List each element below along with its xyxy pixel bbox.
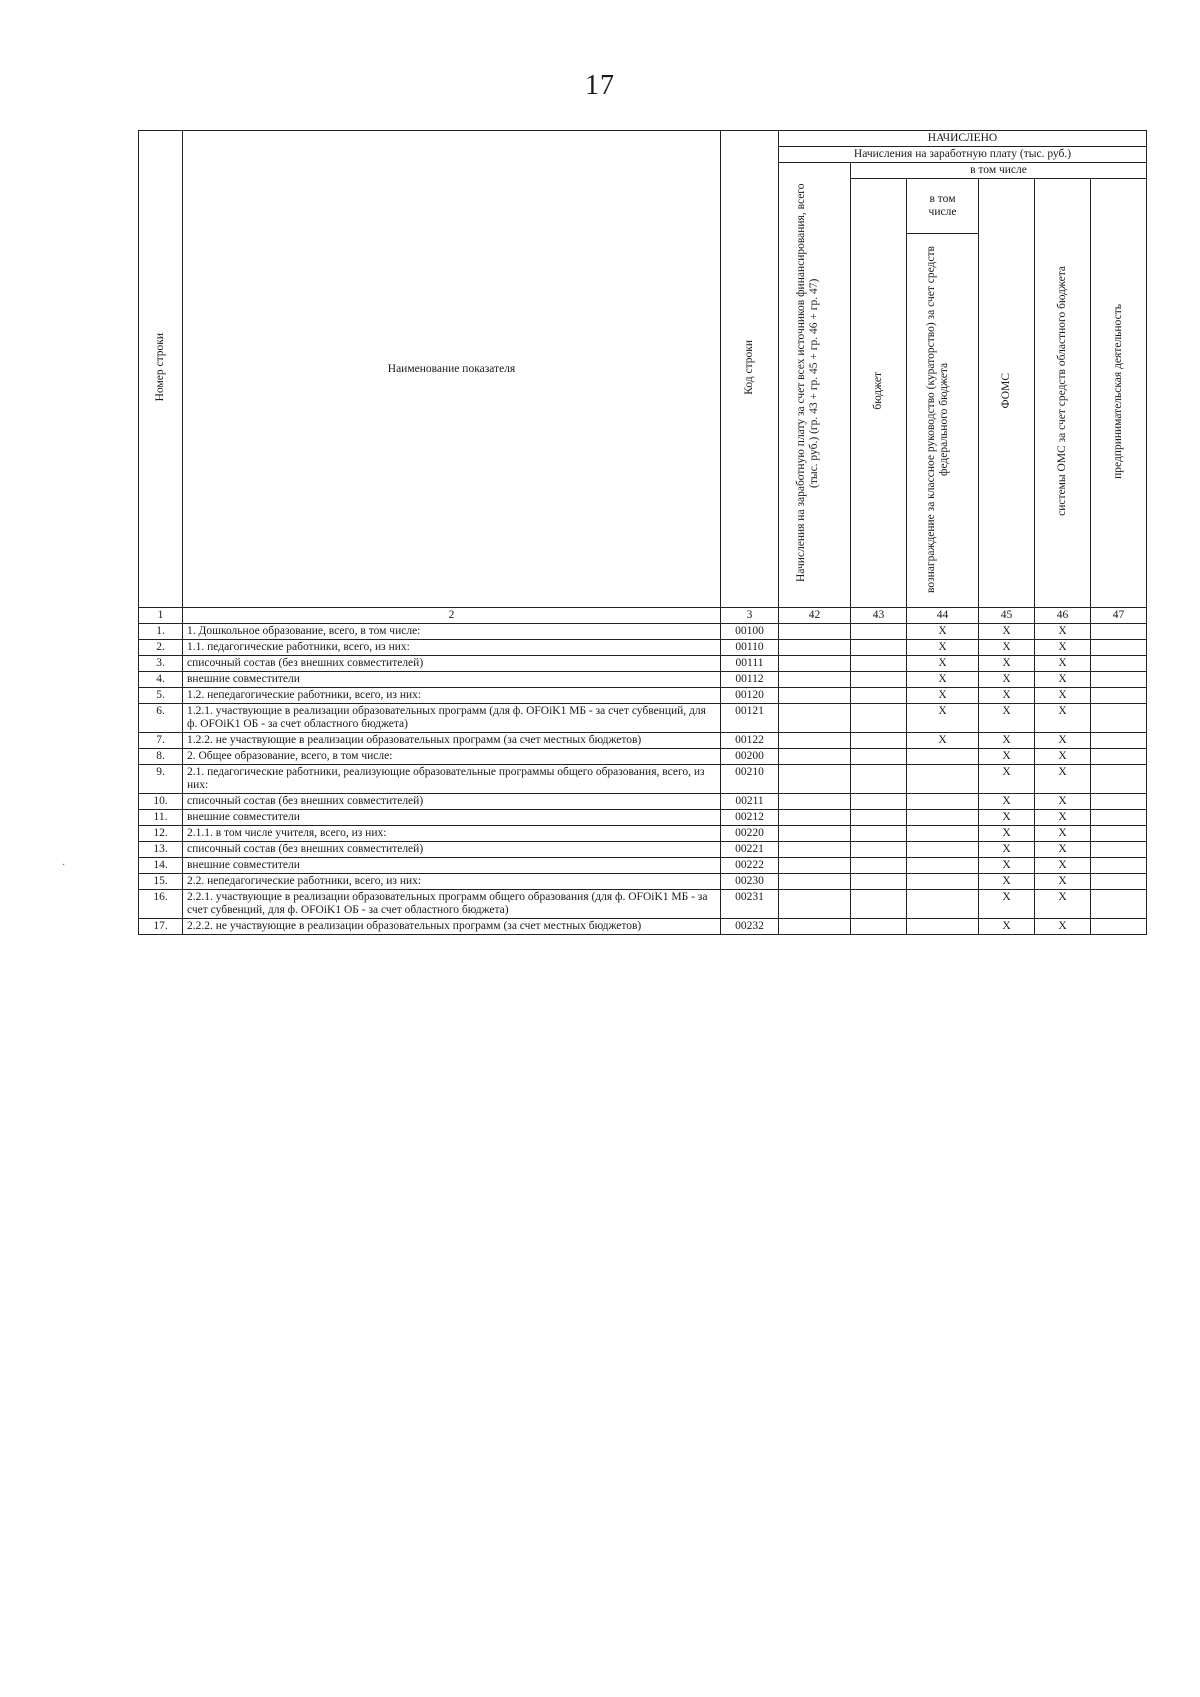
col-43-cell (851, 672, 907, 688)
indicator-name-cell: 1.2.1. участвующие в реализации образовательных программ (для ф. OFOiK1 МБ - за счет субвенций, для ф. OFOiK1 ОБ - за счет областного бюджета) (183, 704, 721, 733)
header-including: в том числе (851, 163, 1147, 179)
column-number: 47 (1091, 608, 1147, 624)
table-row (139, 826, 1147, 842)
row-number-cell: 12. (139, 826, 183, 842)
row-code-cell: 00222 (721, 858, 779, 874)
row-code-cell: 00220 (721, 826, 779, 842)
col-45-cell: X (979, 704, 1035, 733)
col-47-cell (1091, 874, 1147, 890)
indicator-name-cell: списочный состав (без внешних совместителей) (183, 794, 721, 810)
col-44-cell: X (907, 733, 979, 749)
table-row (139, 704, 1147, 733)
col-45-cell: X (979, 874, 1035, 890)
row-number-cell: 13. (139, 842, 183, 858)
col-45-cell: X (979, 794, 1035, 810)
col-46-cell: X (1035, 794, 1091, 810)
col-44-cell (907, 765, 979, 794)
col-46-cell: X (1035, 765, 1091, 794)
header-col-class-reward-label: вознаграждение за классное руководство (кураторство) за счет средств федерального бюджета (924, 246, 950, 594)
row-code-cell: 00111 (721, 656, 779, 672)
col-42-cell (779, 749, 851, 765)
header-row-code: Код строки (721, 131, 779, 608)
col-42-cell (779, 640, 851, 656)
row-number-cell: 4. (139, 672, 183, 688)
table-row (139, 688, 1147, 704)
row-code-cell: 00122 (721, 733, 779, 749)
indicator-name-cell: внешние совместители (183, 672, 721, 688)
col-45-cell: X (979, 733, 1035, 749)
row-code-cell: 00121 (721, 704, 779, 733)
col-45-cell: X (979, 765, 1035, 794)
col-47-cell (1091, 794, 1147, 810)
col-43-cell (851, 919, 907, 935)
col-47-cell (1091, 672, 1147, 688)
row-code-cell: 00200 (721, 749, 779, 765)
indicator-name-cell: 1.1. педагогические работники, всего, из них: (183, 640, 721, 656)
row-number-cell: 7. (139, 733, 183, 749)
col-47-cell (1091, 688, 1147, 704)
indicator-name-cell: внешние совместители (183, 810, 721, 826)
col-44-cell (907, 794, 979, 810)
row-number-cell: 16. (139, 890, 183, 919)
column-numbers-row (139, 608, 1147, 624)
row-code-cell: 00231 (721, 890, 779, 919)
row-code-cell: 00112 (721, 672, 779, 688)
col-43-cell (851, 858, 907, 874)
column-number: 46 (1035, 608, 1091, 624)
col-43-cell (851, 842, 907, 858)
indicator-name-cell: 1.2. непедагогические работники, всего, из них: (183, 688, 721, 704)
column-number: 43 (851, 608, 907, 624)
indicator-name-cell: 2.2.2. не участвующие в реализации образовательных программ (за счет местных бюджетов) (183, 919, 721, 935)
col-44-cell (907, 890, 979, 919)
table-row (139, 749, 1147, 765)
col-46-cell: X (1035, 624, 1091, 640)
header-col-oms-regional: системы ОМС за счет средств областного бюджета (1035, 179, 1091, 608)
col-47-cell (1091, 733, 1147, 749)
col-43-cell (851, 733, 907, 749)
table-body (139, 624, 1147, 935)
col-47-cell (1091, 749, 1147, 765)
col-43-cell (851, 688, 907, 704)
table-row (139, 624, 1147, 640)
row-code-cell: 00120 (721, 688, 779, 704)
column-number: 44 (907, 608, 979, 624)
col-43-cell (851, 810, 907, 826)
col-43-cell (851, 890, 907, 919)
col-45-cell: X (979, 640, 1035, 656)
header-col-class-reward (907, 179, 979, 608)
col-43-cell (851, 826, 907, 842)
payroll-accruals-table (138, 130, 1147, 935)
header-row-number: Номер строки (139, 131, 183, 608)
col-46-cell: X (1035, 688, 1091, 704)
table-row (139, 672, 1147, 688)
indicator-name-cell: списочный состав (без внешних совместителей) (183, 656, 721, 672)
col-42-cell (779, 765, 851, 794)
col-46-cell: X (1035, 874, 1091, 890)
col-46-cell: X (1035, 704, 1091, 733)
column-number: 2 (183, 608, 721, 624)
col-46-cell: X (1035, 640, 1091, 656)
col-45-cell: X (979, 810, 1035, 826)
col-43-cell (851, 874, 907, 890)
col-47-cell (1091, 810, 1147, 826)
row-number-cell: 9. (139, 765, 183, 794)
col-43-cell (851, 624, 907, 640)
row-number-cell: 11. (139, 810, 183, 826)
row-number-cell: 3. (139, 656, 183, 672)
col-42-cell (779, 874, 851, 890)
col-42-cell (779, 624, 851, 640)
row-code-cell: 00211 (721, 794, 779, 810)
col-45-cell: X (979, 858, 1035, 874)
col-44-cell (907, 826, 979, 842)
table-row (139, 656, 1147, 672)
col-47-cell (1091, 919, 1147, 935)
col-46-cell: X (1035, 826, 1091, 842)
col-42-cell (779, 842, 851, 858)
row-number-cell: 17. (139, 919, 183, 935)
col-42-cell (779, 688, 851, 704)
scan-mark: · (62, 860, 66, 871)
col-44-cell (907, 858, 979, 874)
col-44-cell (907, 842, 979, 858)
row-number-cell: 15. (139, 874, 183, 890)
col-43-cell (851, 765, 907, 794)
table-row (139, 733, 1147, 749)
table-row (139, 874, 1147, 890)
col-46-cell: X (1035, 858, 1091, 874)
column-number: 1 (139, 608, 183, 624)
col-42-cell (779, 826, 851, 842)
indicator-name-cell: внешние совместители (183, 858, 721, 874)
indicator-name-cell: 2.2. непедагогические работники, всего, из них: (183, 874, 721, 890)
header-indicator-name: Наименование показателя (183, 131, 721, 608)
col-43-cell (851, 640, 907, 656)
col-46-cell: X (1035, 919, 1091, 935)
row-code-cell: 00232 (721, 919, 779, 935)
col-42-cell (779, 890, 851, 919)
col-44-cell (907, 874, 979, 890)
col-43-cell (851, 794, 907, 810)
row-code-cell: 00212 (721, 810, 779, 826)
indicator-name-cell: 2.1.1. в том числе учителя, всего, из них: (183, 826, 721, 842)
col-45-cell: X (979, 656, 1035, 672)
col-44-cell: X (907, 640, 979, 656)
col-47-cell (1091, 826, 1147, 842)
col-42-cell (779, 858, 851, 874)
table-header (139, 131, 1147, 624)
header-payroll-accruals: Начисления на заработную плату (тыс. руб.) (779, 147, 1147, 163)
col-47-cell (1091, 640, 1147, 656)
col-44-cell: X (907, 624, 979, 640)
col-47-cell (1091, 704, 1147, 733)
col-44-cell (907, 810, 979, 826)
col-47-cell (1091, 890, 1147, 919)
header-col-budget: бюджет (851, 179, 907, 608)
col-42-cell (779, 704, 851, 733)
table-row (139, 858, 1147, 874)
col-44-cell: X (907, 704, 979, 733)
col-42-cell (779, 672, 851, 688)
table-row (139, 765, 1147, 794)
page-number: 17 (585, 70, 615, 101)
col-46-cell: X (1035, 749, 1091, 765)
col-47-cell (1091, 858, 1147, 874)
col-46-cell: X (1035, 810, 1091, 826)
col-45-cell: X (979, 890, 1035, 919)
indicator-name-cell: 1. Дошкольное образование, всего, в том числе: (183, 624, 721, 640)
table-row (139, 640, 1147, 656)
col-45-cell: X (979, 672, 1035, 688)
row-code-cell: 00210 (721, 765, 779, 794)
row-code-cell: 00100 (721, 624, 779, 640)
table-row (139, 842, 1147, 858)
col-43-cell (851, 749, 907, 765)
col-46-cell: X (1035, 672, 1091, 688)
col-45-cell: X (979, 919, 1035, 935)
indicator-name-cell: 2.2.1. участвующие в реализации образовательных программ общего образования (для ф. OFOiK1 МБ - за счет субвенций, для ф. OFOiK1 ОБ - за счет областного бюджета) (183, 890, 721, 919)
col-44-cell: X (907, 656, 979, 672)
column-number: 45 (979, 608, 1035, 624)
col-45-cell: X (979, 749, 1035, 765)
row-number-cell: 2. (139, 640, 183, 656)
row-number-cell: 5. (139, 688, 183, 704)
col-42-cell (779, 810, 851, 826)
row-code-cell: 00110 (721, 640, 779, 656)
col-42-cell (779, 794, 851, 810)
table-row (139, 919, 1147, 935)
col-47-cell (1091, 656, 1147, 672)
col-46-cell: X (1035, 842, 1091, 858)
row-code-cell: 00221 (721, 842, 779, 858)
col-47-cell (1091, 842, 1147, 858)
table-row (139, 890, 1147, 919)
row-number-cell: 1. (139, 624, 183, 640)
row-number-cell: 10. (139, 794, 183, 810)
col-42-cell (779, 733, 851, 749)
header-accrued: НАЧИСЛЕНО (779, 131, 1147, 147)
header-col-total: Начисления на заработную плату за счет всех источников финансирования, всего (тыс. руб.) (гр. 43 + гр. 45 + гр. 46 + гр. 47) (779, 163, 851, 608)
header-col-foms: ФОМС (979, 179, 1035, 608)
col-45-cell: X (979, 826, 1035, 842)
indicator-name-cell: 2.1. педагогические работники, реализующие образовательные программы общего образования, всего, из них: (183, 765, 721, 794)
col-44-cell: X (907, 688, 979, 704)
indicator-name-cell: 1.2.2. не участвующие в реализации образовательных программ (за счет местных бюджетов) (183, 733, 721, 749)
row-number-cell: 6. (139, 704, 183, 733)
indicator-name-cell: 2. Общее образование, всего, в том числе: (183, 749, 721, 765)
table-row (139, 810, 1147, 826)
col-46-cell: X (1035, 656, 1091, 672)
row-code-cell: 00230 (721, 874, 779, 890)
indicator-name-cell: списочный состав (без внешних совместителей) (183, 842, 721, 858)
col-46-cell: X (1035, 733, 1091, 749)
row-number-cell: 14. (139, 858, 183, 874)
row-number-cell: 8. (139, 749, 183, 765)
col-43-cell (851, 704, 907, 733)
col-42-cell (779, 919, 851, 935)
header-col-business: предпринимательская деятельность (1091, 179, 1147, 608)
col-44-cell (907, 919, 979, 935)
col-47-cell (1091, 765, 1147, 794)
col-44-cell (907, 749, 979, 765)
table-row (139, 794, 1147, 810)
col-45-cell: X (979, 688, 1035, 704)
col-47-cell (1091, 624, 1147, 640)
col-43-cell (851, 656, 907, 672)
col-45-cell: X (979, 842, 1035, 858)
col-42-cell (779, 656, 851, 672)
col-46-cell: X (1035, 890, 1091, 919)
column-number: 42 (779, 608, 851, 624)
col-45-cell: X (979, 624, 1035, 640)
col-44-cell: X (907, 672, 979, 688)
column-number: 3 (721, 608, 779, 624)
header-including-short: в том числе (907, 179, 978, 234)
